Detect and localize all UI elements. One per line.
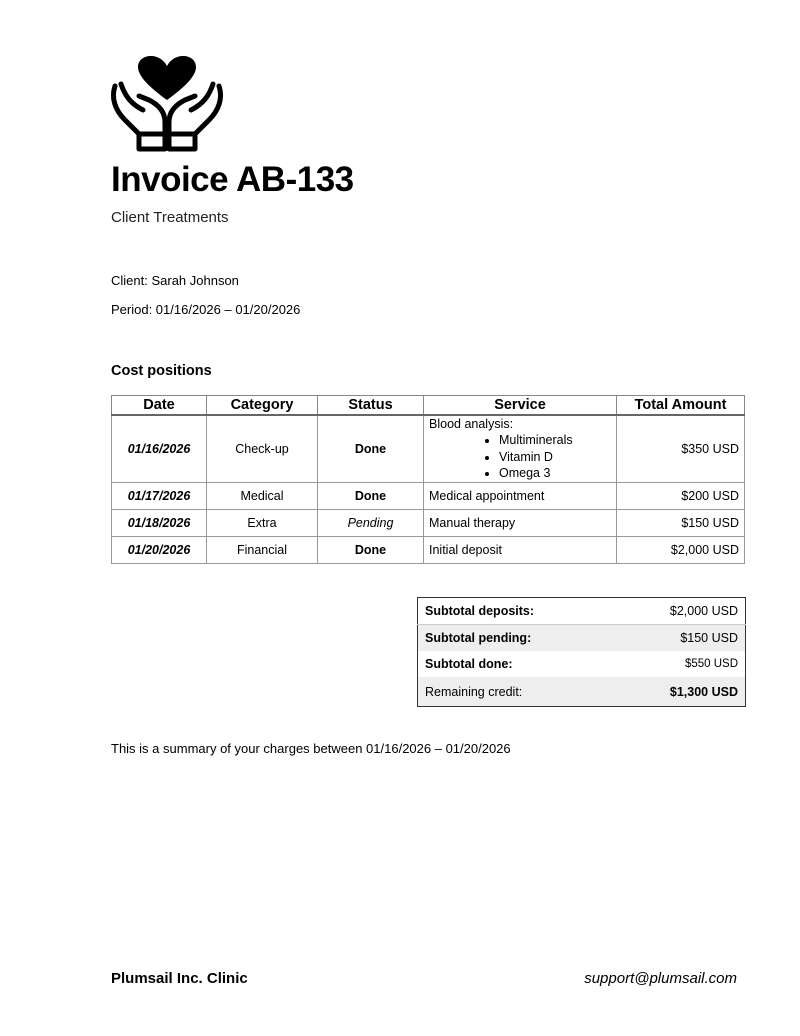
subtotal-done-value: $550 USD	[684, 658, 738, 670]
row-category: Extra	[207, 509, 318, 536]
client-name: Client: Sarah Johnson	[111, 273, 239, 288]
column-header-status: Status	[318, 396, 424, 416]
row-date: 01/17/2026	[112, 482, 207, 509]
summary-table	[417, 597, 746, 707]
row-status: Done	[318, 415, 424, 482]
service-items	[429, 432, 611, 482]
row-category: Financial	[207, 536, 318, 563]
charges-summary-note: This is a summary of your charges between 01/16/2026 – 01/20/2026	[111, 741, 511, 756]
row-date: 01/16/2026	[112, 415, 207, 482]
row-category: Check-up	[207, 415, 318, 482]
table-row	[112, 509, 745, 536]
row-total: $150 USD	[617, 509, 745, 536]
subtotal-pending-value: $150 USD	[614, 625, 745, 652]
heart-in-hands-icon	[109, 54, 225, 152]
table-header-row	[112, 396, 745, 416]
table-row	[112, 536, 745, 563]
cost-positions-heading: Cost positions	[111, 363, 212, 379]
row-status: Done	[318, 482, 424, 509]
subtotal-deposits-label: Subtotal deposits:	[418, 598, 615, 625]
row-status: Done	[318, 536, 424, 563]
footer-email: support@plumsail.com	[584, 970, 737, 987]
row-service	[424, 415, 617, 482]
subtotal-done-label: Subtotal done:	[425, 657, 513, 671]
row-status: Pending	[318, 509, 424, 536]
row-total: $2,000 USD	[617, 536, 745, 563]
column-header-date: Date	[112, 396, 207, 416]
table-row	[112, 415, 745, 482]
subtotal-deposits-value: $2,000 USD	[614, 598, 745, 625]
row-service: Medical appointment	[424, 482, 617, 509]
column-header-category: Category	[207, 396, 318, 416]
row-date: 01/18/2026	[112, 509, 207, 536]
row-total: $200 USD	[617, 482, 745, 509]
row-service: Manual therapy	[424, 509, 617, 536]
summary-row-remaining	[418, 677, 746, 707]
remaining-credit-label: Remaining credit:	[418, 677, 615, 707]
billing-period: Period: 01/16/2026 – 01/20/2026	[111, 302, 301, 317]
table-row	[112, 482, 745, 509]
invoice-subtitle: Client Treatments	[111, 209, 229, 226]
row-date: 01/20/2026	[112, 536, 207, 563]
subtotal-pending-label: Subtotal pending:	[418, 625, 615, 652]
column-header-total-amount: Total Amount	[617, 396, 745, 416]
row-total: $350 USD	[617, 415, 745, 482]
remaining-credit-value: $1,300 USD	[614, 677, 745, 707]
summary-row-deposits	[418, 598, 746, 625]
row-category: Medical	[207, 482, 318, 509]
footer-company: Plumsail Inc. Clinic	[111, 970, 248, 987]
service-title: Blood analysis:	[429, 417, 514, 431]
column-header-service: Service	[424, 396, 617, 416]
cost-positions-table	[111, 395, 745, 564]
summary-row-done	[418, 651, 746, 677]
service-item: • Vitamin D	[499, 449, 611, 466]
invoice-title: Invoice AB-133	[111, 160, 354, 199]
row-service: Initial deposit	[424, 536, 617, 563]
summary-row-pending	[418, 625, 746, 652]
service-item: • Multiminerals	[499, 432, 611, 449]
service-item: • Omega 3	[499, 465, 611, 482]
